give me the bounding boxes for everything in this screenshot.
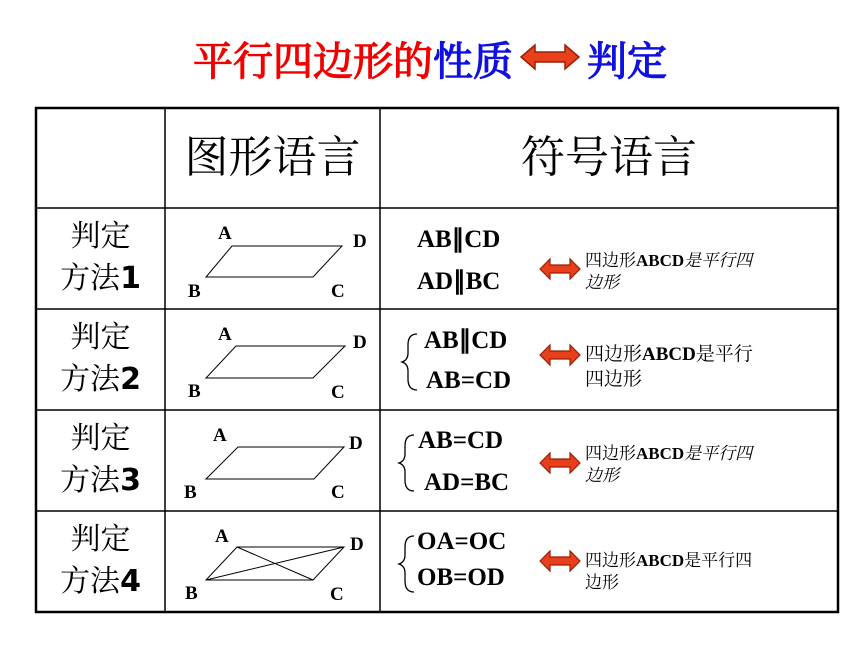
symbol-line-1: AB=CD xyxy=(418,427,504,454)
vertex-a: A xyxy=(218,324,232,345)
vertex-b: B xyxy=(188,281,201,302)
vertex-c: C xyxy=(331,482,345,503)
brace-row-2 xyxy=(402,334,417,390)
symbol-line-1: AB∥CD xyxy=(424,327,508,354)
header-figure-language: 图形语言 xyxy=(184,132,361,183)
vertex-d: D xyxy=(353,231,367,252)
symbol-line-2: OB=OD xyxy=(417,564,505,591)
parallelogram-figure-2 xyxy=(206,346,345,378)
symbol-line-2: AB=CD xyxy=(426,367,512,394)
parallelogram-figure-3 xyxy=(206,447,344,479)
left-right-arrow-icon xyxy=(538,342,582,368)
conclusion-text: 四边形ABCD是平行 四边形 xyxy=(585,343,753,390)
conclusion-text: 四边形ABCD是平行四 边形 xyxy=(585,251,753,293)
method-4-label: 判定 方法4 xyxy=(60,522,141,599)
vertex-c: C xyxy=(331,382,345,403)
vertex-d: D xyxy=(349,433,363,454)
title-part-properties: 性质 xyxy=(433,39,513,85)
conclusion-text: 四边形ABCD是平行四 边形 xyxy=(585,444,753,486)
left-right-arrow-icon xyxy=(538,256,582,282)
title-part-properties-prefix: 平行四边形的 xyxy=(193,39,433,85)
vertex-b: B xyxy=(185,583,198,604)
vertex-b: B xyxy=(184,482,197,503)
vertex-d: D xyxy=(350,534,364,555)
title-part-criteria: 判定 xyxy=(587,39,667,85)
diagonal-bd xyxy=(206,547,344,580)
conclusion-text: 四边形ABCD是平行四 边形 xyxy=(585,551,753,593)
brace-row-4 xyxy=(399,536,414,592)
vertex-a: A xyxy=(213,425,227,446)
method-3-label: 判定 方法3 xyxy=(60,421,141,498)
vertex-c: C xyxy=(330,584,344,605)
method-2-label: 判定 方法2 xyxy=(60,320,141,397)
left-right-arrow-icon xyxy=(538,450,582,476)
header-symbol-language: 符号语言 xyxy=(521,132,697,183)
symbol-line-1: OA=OC xyxy=(417,528,507,555)
vertex-d: D xyxy=(353,332,367,353)
vertex-b: B xyxy=(188,381,201,402)
parallelogram-figure-1 xyxy=(206,246,342,277)
symbol-line-1: AB∥CD xyxy=(417,226,501,253)
method-1-label: 判定 方法1 xyxy=(60,219,141,296)
vertex-a: A xyxy=(215,526,229,547)
vertex-a: A xyxy=(218,223,232,244)
symbol-line-2: AD=BC xyxy=(424,469,510,496)
brace-row-3 xyxy=(399,435,414,491)
symbol-line-2: AD∥BC xyxy=(417,268,501,295)
left-right-arrow-icon xyxy=(538,548,582,574)
vertex-c: C xyxy=(331,281,345,302)
